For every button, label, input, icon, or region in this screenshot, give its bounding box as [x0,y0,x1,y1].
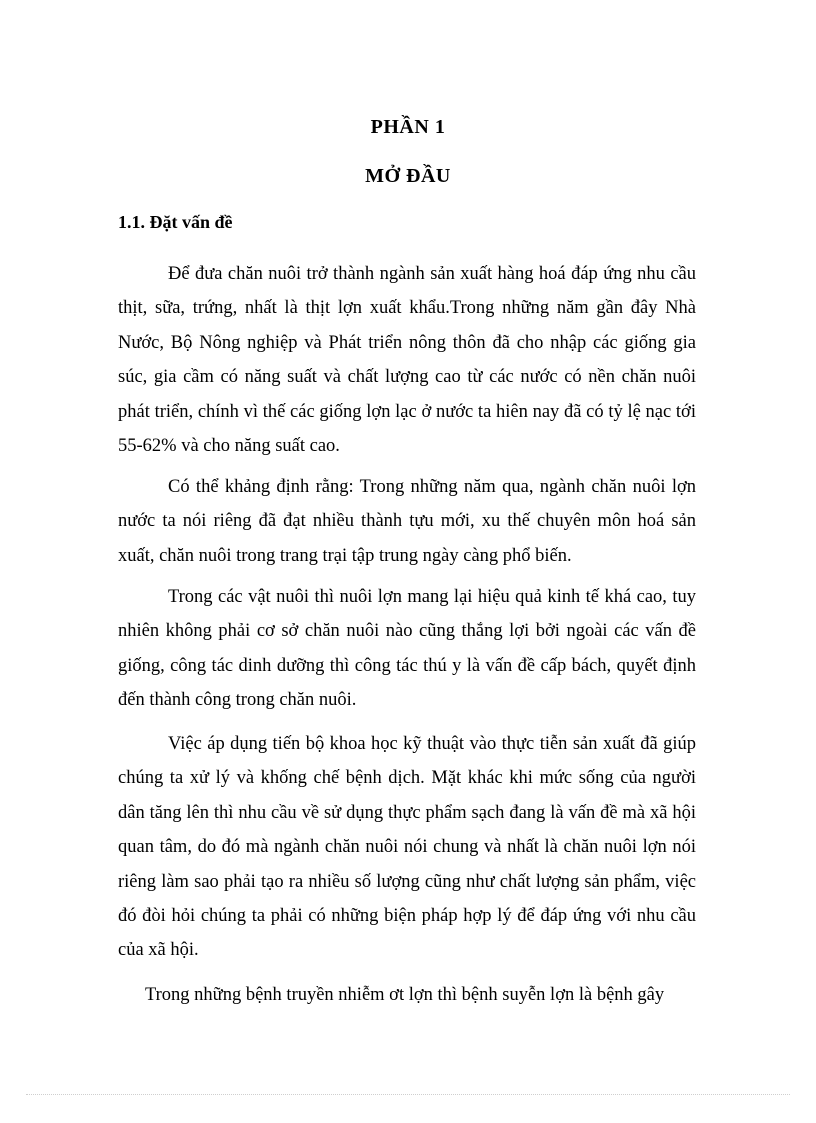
paragraph: Có thể khảng định rằng: Trong những năm qua, ngành chăn nuôi lợn nước ta nói riêng đã đạt nhiều thành tựu mới, xu thế chuyên môn hoá sản xuất, chăn nuôi trong trang trại tập trung ngày càng phổ biến. [118,477,696,566]
section-heading: 1.1. Đặt vấn đề [118,212,233,232]
paragraph: Việc áp dụng tiến bộ khoa học kỹ thuật vào thực tiễn sản xuất đã giúp chúng ta xử lý và khống chế bệnh dịch. Mặt khác khi mức sống của người dân tăng lên thì nhu cầu về sử dụng thực phẩm sạch đang là vấn đề mà xã hội quan tâm, do đó mà ngành chăn nuôi nói chung và nhất là chăn nuôi lợn nói riêng làm sao phải tạo ra nhiều số lượng cũng như chất lượng sản phẩm, việc đó đòi hỏi chúng ta phải có những biện pháp hợp lý để đáp ứng với nhu cầu của xã hội. [118,734,696,961]
page-bottom-divider [26,1094,790,1095]
part-title: MỞ ĐẦU [365,165,451,187]
part-number: PHẦN 1 [370,116,446,138]
paragraph: Để đưa chăn nuôi trở thành ngành sản xuất hàng hoá đáp ứng nhu cầu thịt, sữa, trứng, nhất là thịt lợn xuất khẩu.Trong những năm gần đây Nhà Nước, Bộ Nông nghiệp và Phát triển nông thôn đã cho nhập các giống gia súc, gia cầm có năng suất và chất lượng cao từ các nước có nền chăn nuôi phát triển, chính vì thế các giống lợn lạc ở nước ta hiên nay đã có tỷ lệ nạc tới 55-62% và cho năng suất cao. [118,264,696,457]
paragraph: Trong những bệnh truyền nhiễm ơt lợn thì bệnh suyễn lợn là bệnh gây [145,985,665,1005]
paragraph: Trong các vật nuôi thì nuôi lợn mang lại hiệu quả kinh tế khá cao, tuy nhiên không phải cơ sở chăn nuôi nào cũng thắng lợi bởi ngoài các vấn đề giống, công tác dinh dưỡng thì công tác thú y là vấn đề cấp bách, quyết định đến thành công trong chăn nuôi. [118,587,696,711]
